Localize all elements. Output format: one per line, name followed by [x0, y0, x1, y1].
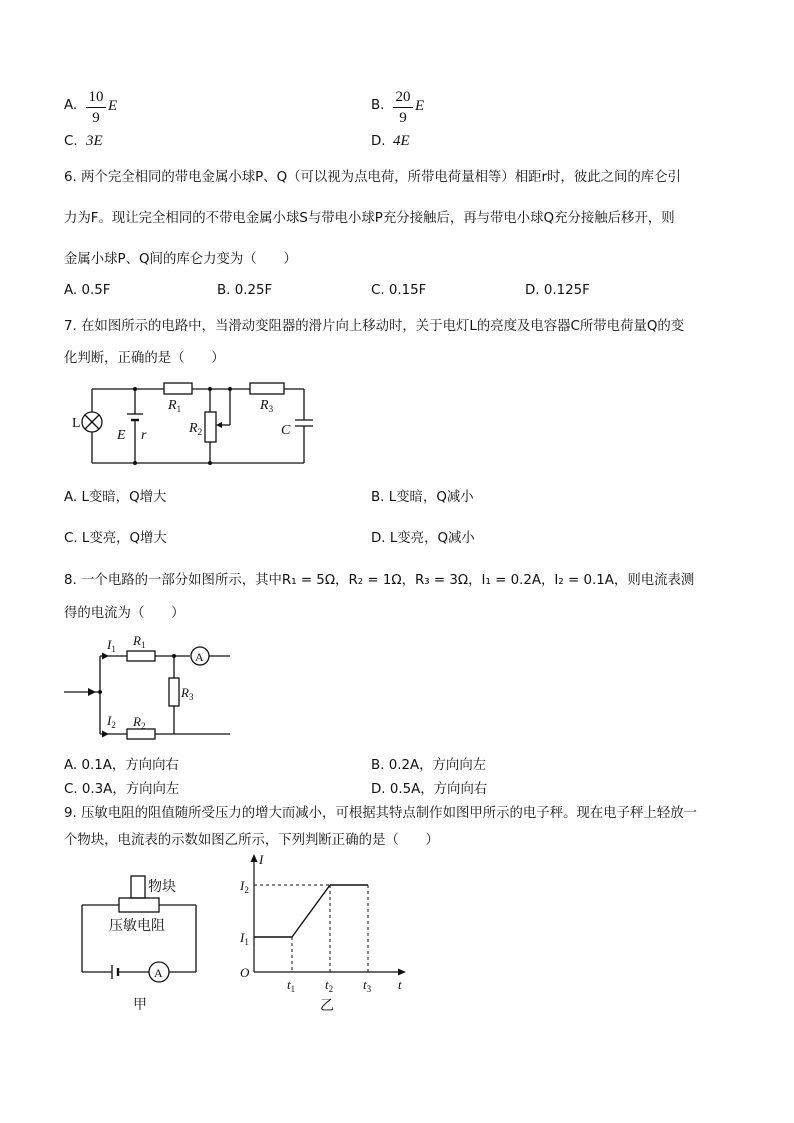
q5-option-a-fraction: 10 9: [86, 89, 106, 126]
q7-text-line-1: 7. 在如图所示的电路中，当滑动变阻器的滑片向上移动时，关于电灯L的亮度及电容器C所带电荷量Q的变: [64, 319, 685, 334]
q8-i1-sub: 1: [111, 644, 116, 654]
q5-option-c-text: 3E: [86, 133, 103, 149]
q8-i2-label: I: [107, 713, 112, 728]
svg-text:R2: [188, 421, 202, 437]
q7-text-line-2: 化判断，正确的是（ ）: [64, 351, 225, 366]
q6-text-line-3: 金属小球P、Q间的库仑力变为（ ）: [64, 252, 297, 267]
q7-option-d: D. L变亮，Q减小: [371, 531, 475, 546]
q6-option-d: D. 0.125F: [525, 283, 590, 298]
q5-option-b-label: B.: [371, 98, 385, 113]
q9-figure-yi-caption: 乙: [320, 999, 334, 1014]
q8-i2-sub: 2: [111, 720, 116, 730]
svg-text:I1: [106, 637, 116, 654]
q8-text-line-1: 8. 一个电路的一部分如图所示，其中R₁ = 5Ω，R₂ = 1Ω，R₃ = 3Ω，I₁ = 0.2A，I₂ = 0.1A，则电流表测: [64, 573, 695, 588]
svg-text:R1: [132, 633, 145, 650]
q9-text-line-2: 个物块，电流表的示数如图乙所示，下列判断正确的是（ ）: [64, 833, 439, 848]
q7-option-b: B. L变暗，Q减小: [371, 490, 474, 505]
q9-figure-jia: [78, 872, 202, 1014]
q5-option-c-label: C.: [64, 134, 78, 149]
q5-option-a-tail: E: [108, 98, 118, 114]
svg-text:R1: [167, 398, 181, 414]
q6-option-b: B. 0.25F: [217, 283, 273, 298]
chart-xlabel: t: [398, 977, 402, 992]
q7-r1-label: R: [168, 398, 177, 413]
q5-option-b-fraction: 20 9: [393, 89, 413, 126]
q8-r2-sub: 2: [140, 721, 146, 731]
q7-internal-r-label: r: [141, 428, 147, 443]
chart-y-tick-label-I1: $I_1$: [240, 930, 249, 947]
svg-text:R2: [132, 714, 145, 731]
q8-circuit-diagram: [64, 630, 234, 740]
q8-r1-sub: 1: [140, 640, 146, 650]
chart-x-tick-label-t3: $t_3$: [363, 977, 372, 994]
q6-option-a: A. 0.5F: [64, 283, 111, 298]
svg-text:I2: [106, 713, 116, 730]
chart-series-segment: [292, 885, 330, 937]
chart-origin-label: O: [240, 965, 250, 980]
svg-text:R3: [180, 685, 194, 702]
q7-r2-sub: 2: [197, 427, 203, 437]
chart-x-tick-label-t2: $t_2$: [325, 977, 334, 994]
q5-option-a-label: A.: [64, 98, 78, 113]
q7-r3-label: R: [260, 398, 269, 413]
q8-option-a: A. 0.1A，方向向右: [64, 758, 179, 773]
q8-option-b: B. 0.2A，方向向左: [371, 758, 487, 773]
q9-figure-jia-caption: 甲: [133, 998, 147, 1013]
q8-option-c: C. 0.3A，方向向左: [64, 782, 180, 797]
q7-capacitor-label: C: [281, 423, 291, 438]
chart-ylabel: I: [259, 852, 264, 867]
chart-y-tick-label-I2: $I_2$: [240, 878, 249, 895]
q9-text-line-1: 9. 压敏电阻的阻值随所受压力的增大而减小，可根据其特点制作如图甲所示的电子秤。现在电子秤上轻放一: [64, 806, 697, 821]
q7-option-c: C. L变亮，Q增大: [64, 531, 167, 546]
q8-r3-sub: 3: [188, 692, 194, 702]
q7-r3-sub: 3: [268, 404, 274, 414]
q9-resistor-label: 压敏电阻: [109, 919, 165, 934]
q7-emf-label: E: [117, 428, 126, 443]
q8-ammeter-label: A: [195, 650, 204, 664]
q6-text-line-1: 6. 两个完全相同的带电金属小球P、Q（可以视为点电荷，所带电荷量相等）相距r时，彼此之间的库仑引: [64, 170, 681, 185]
q8-r3-label: R: [181, 685, 189, 700]
q8-option-d: D. 0.5A，方向向右: [371, 782, 488, 797]
q5-option-d-text: 4E: [393, 133, 410, 149]
q5-option-d-label: D.: [371, 134, 386, 149]
q7-r2-label: R: [189, 421, 198, 436]
q9-block-label: 物块: [148, 880, 176, 895]
q7-circuit-diagram: [64, 370, 326, 474]
q7-lamp-label: L: [72, 416, 81, 431]
svg-text:R3: [259, 398, 274, 414]
q8-r2-label: R: [133, 714, 141, 729]
q8-r1-label: R: [133, 633, 141, 648]
q8-text-line-2: 得的电流为（ ）: [64, 606, 185, 621]
q8-i1-label: I: [107, 637, 112, 652]
q6-option-c: C. 0.15F: [371, 283, 427, 298]
q6-text-line-2: 力为F。现让完全相同的不带电金属小球S与带电小球P充分接触后，再与带电小球Q充分接触后移开，则: [64, 211, 675, 226]
q7-r1-sub: 1: [176, 404, 182, 414]
chart-x-tick-label-t1: $t_1$: [287, 977, 296, 994]
q5-option-b-tail: E: [415, 98, 425, 114]
q9-current-time-chart: [234, 846, 414, 1016]
q7-option-a: A. L变暗，Q增大: [64, 490, 167, 505]
q9-ammeter-label: A: [154, 966, 163, 980]
